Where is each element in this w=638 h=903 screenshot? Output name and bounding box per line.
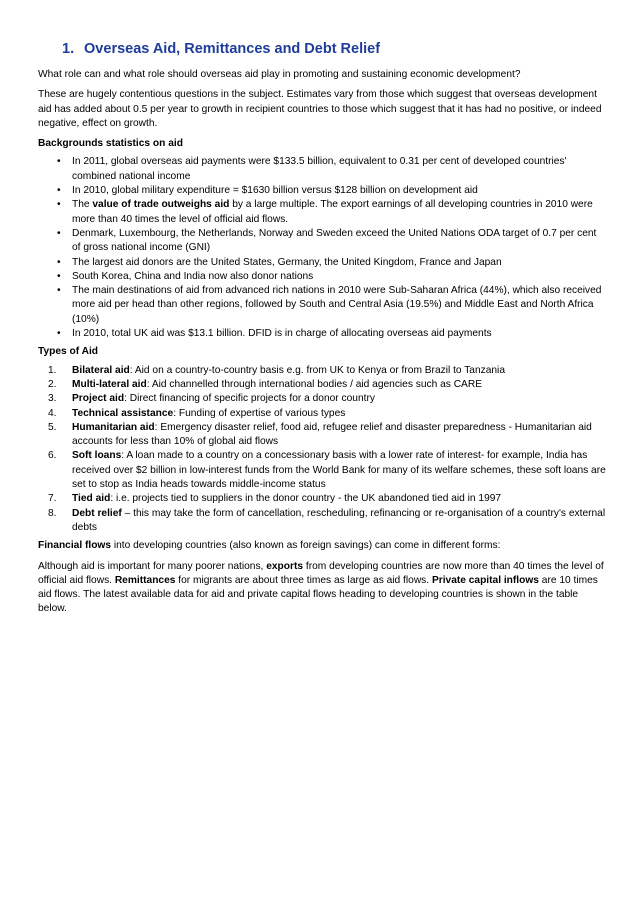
types-list-item [38,364,606,378]
list-number: 5. [48,421,57,433]
background-list-item [38,327,606,341]
background-list [38,155,606,341]
list-number: 8. [48,507,57,519]
aid-type-description: : Aid on a country-to-country basis e.g. from UK to Kenya or from Brazil to Tanzania [129,364,505,376]
financial-flows-paragraph [38,539,606,553]
bullet-text: In 2011, global overseas aid payments were $133.5 billion, equivalent to 0.31 per cent of developed countries' combined national income [72,156,567,182]
bullet-text: Denmark, Luxembourg, the Netherlands, Norway and Sweden exceed the United Nations ODA target of 0.7 per cent of gross national income (GNI) [72,227,597,254]
bullet-icon: • [57,256,61,268]
bullet-text: South Korea, China and India now also donor nations [72,270,314,282]
list-number: 6. [48,450,57,462]
aid-type-description: : i.e. projects tied to suppliers in the donor country - the UK abandoned tied aid in 1997 [110,493,502,505]
background-list-item [38,184,606,198]
bullet-bold-text: value of trade outweighs aid [92,199,230,211]
bullet-text: The largest aid donors are the United States, Germany, the United Kingdom, France and Japan [72,256,502,268]
bullet-text: The [72,199,93,211]
aid-type-term: Soft loans [72,450,122,462]
aid-type-term: Technical assistance [72,407,174,419]
bullet-text-continued: by a large multiple. The export earnings of all developing countries in 2010 were more than 40 times the level of official aid flows. [72,199,593,225]
bullet-icon: • [57,270,61,282]
bullet-icon: • [57,328,61,340]
list-number: 2. [48,378,57,390]
financial-flows-text: into developing countries (also known as foreign savings) can come in different forms: [111,540,501,552]
aid-type-term: Debt relief [72,507,122,519]
closing-text-3: for migrants are about three times as large as aid flows. [175,574,432,586]
types-list [38,364,606,536]
background-list-item [38,155,606,184]
background-heading: Backgrounds statistics on aid [38,138,183,150]
financial-flows-term: Financial flows [38,540,112,552]
bullet-icon: • [57,285,61,297]
types-list-item [38,392,606,406]
types-list-item [38,378,606,392]
bullet-text: In 2010, global military expenditure = $1630 billion versus $128 billion on development aid [72,185,478,197]
bullet-icon: • [57,227,61,239]
types-list-item [38,492,606,506]
bullet-text: The main destinations of aid from advanced rich nations in 2010 were Sub-Saharan Africa (44%), which also received more aid per head than other regions, followed by South and Central Asia (19.5%) and Middle East and North Africa (10%) [72,285,602,325]
bullet-text: In 2010, total UK aid was $13.1 billion. DFID is in charge of allocating overseas aid payments [72,328,492,340]
background-list-item [38,270,606,284]
closing-bold-remittances: Remittances [114,574,176,586]
types-list-item [38,407,606,421]
list-number: 1. [48,364,57,376]
page-title [62,40,606,58]
aid-type-description: : Direct financing of specific projects for a donor country [124,393,375,405]
closing-text-2: from developing countries are now more than 40 times the level of official aid flows. [38,560,604,586]
aid-type-description: : A loan made to a country on a concessionary basis with a lower rate of interest- for example, India has received over $2 billion in low-interest funds from the World Bank for many of its welfare schemes, these soft loans are set to stop as India heads towards middle-income status [72,450,606,491]
intro-paragraph: These are hugely contentious questions in the subject. Estimates vary from those which suggest that overseas development aid has added about 0.5 per year to growth in recipient countries to those which suggest that it has had no positive, or indeed negative, effect on growth. [38,89,602,129]
bullet-icon: • [57,156,61,168]
intro-question: What role can and what role should overseas aid play in promoting and sustaining economic development? [38,69,521,80]
types-list-item [38,421,606,450]
aid-type-description: : Emergency disaster relief, food aid, refugee relief and disaster preparedness - Humanitarian aid accounts for less than 10% of global aid flows [72,421,592,448]
closing-text-4: are 10 times aid flows. The latest available data for aid and private capital flows heading to developing countries is shown in the table below. [38,574,598,615]
background-list-item [38,198,606,227]
closing-bold-exports: exports [266,560,304,572]
bullet-icon: • [57,185,61,197]
aid-type-term: Tied aid [72,493,111,505]
background-list-item [38,284,606,327]
aid-type-term: Multi-lateral aid [72,378,147,390]
heading-number: 1. [62,41,75,57]
aid-type-term: Bilateral aid [72,364,130,376]
background-list-item [38,227,606,256]
aid-type-description: : Funding of expertise of various types [173,407,346,419]
background-list-item [38,256,606,270]
aid-type-description: : Aid channelled through international bodies / aid agencies such as CARE [146,378,483,390]
closing-paragraph [38,560,606,617]
document-page [38,40,606,623]
aid-type-term: Project aid [72,393,125,405]
aid-type-term: Humanitarian aid [72,421,155,433]
bullet-icon: • [57,199,61,211]
closing-bold-private-capital: Private capital inflows [431,574,539,586]
list-number: 3. [48,393,57,405]
list-number: 7. [48,493,57,505]
closing-text-1: Although aid is important for many poorer nations, [38,560,267,572]
list-number: 4. [48,407,57,419]
types-heading: Types of Aid [38,346,98,358]
heading-title: Overseas Aid, Remittances and Debt Relief [84,41,381,57]
aid-type-description: – this may take the form of cancellation, rescheduling, refinancing or re-organisation of a country's external debts [72,507,606,533]
types-list-item [38,507,606,536]
types-list-item [38,449,606,492]
